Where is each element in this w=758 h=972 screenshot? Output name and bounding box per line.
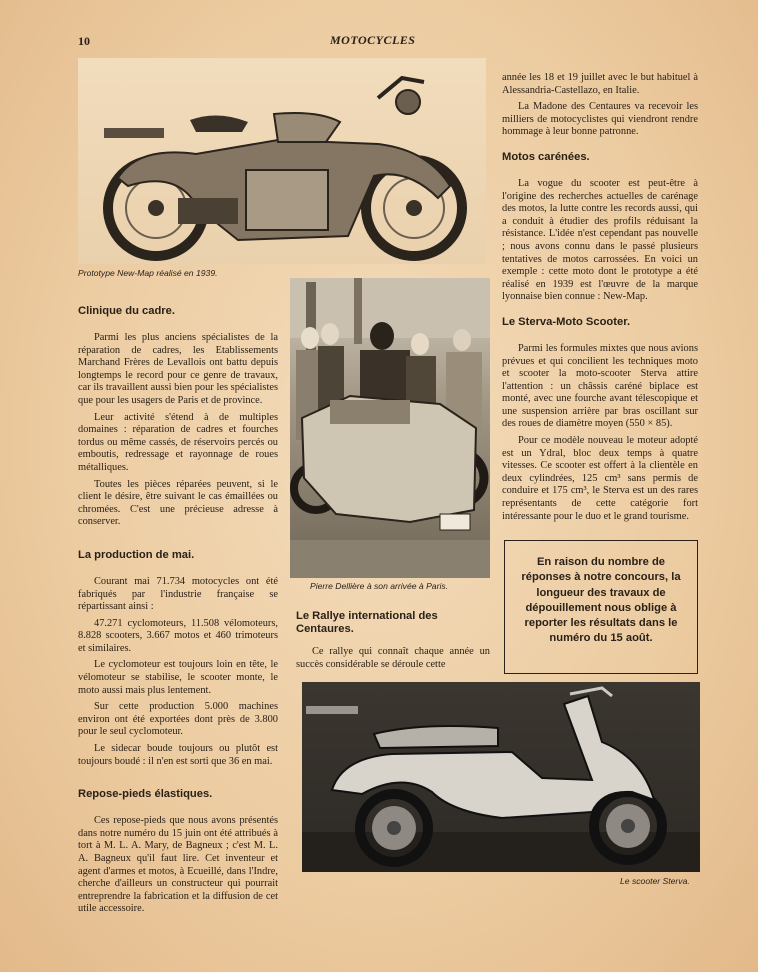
- page-number: 10: [78, 34, 90, 48]
- middle-column: [296, 610, 490, 675]
- clinique-heading: Clinique du cadre.: [78, 305, 175, 317]
- rallye-continued-paragraph: La Madone des Centaures va recevoir les milliers de motocyclistes qui viendront rendre hommage à leur bonne patronne.: [502, 101, 698, 138]
- sterva-caption: Le scooter Sterva.: [620, 876, 690, 886]
- right-column: [502, 72, 698, 527]
- production-paragraph: Le cyclomoteur est toujours loin en tête, le vélomoteur se stabilise, le scooter monte, le moto aussi mais plus lentement.: [78, 659, 278, 696]
- repose-heading: Repose-pieds élastiques.: [78, 788, 213, 801]
- contest-notice-box: En raison du nombre de réponses à notre concours, la longueur des travaux de dépouillement nous oblige à reporter les résultats dans le numéro du 15 août.: [504, 540, 698, 674]
- rallye-paragraph: Ce rallye qui connaît chaque année un succès considérable se déroule cette: [296, 646, 490, 670]
- running-header: MOTOCYCLES: [330, 33, 416, 47]
- sterva-heading: Le Sterva-Moto Scooter.: [502, 315, 631, 328]
- clinique-paragraph: Toutes les pièces réparées peuvent, si le client le désire, être suivant le cas émaillées ou chromées. C'est une précieuse adresse à conserver.: [78, 478, 278, 528]
- newmap-caption: Prototype New-Map réalisé en 1939.: [78, 268, 218, 278]
- rallye-heading: Le Rallye international des Centaures.: [296, 610, 438, 635]
- production-paragraph: Le sidecar boude toujours ou plutôt est toujours boudé : il n'en est sorti que 36 en mai.: [78, 743, 278, 767]
- delliere-caption: Pierre Dellière à son arrivée à Paris.: [310, 581, 449, 591]
- delliere-photo: [290, 278, 490, 578]
- production-paragraph: Sur cette production 5.000 machines environ ont été exportées dont près de 3.800 pour le seul cyclomoteur.: [78, 701, 278, 738]
- repose-paragraph: Ces repose-pieds que nous avons présentés dans notre numéro du 15 juin ont été attribués à tort à M. L. A. Mary, de Bagneux ; c'est M. L. A. Bagneux qu'il faut lire. Cet inventeur et agent d'armes et motos, à Ecueillé, dans l'Indre, cherche d'ailleurs un constructeur qui pourrait entreprendre la fabrication et la diffusion de cet utile accessoire.: [78, 815, 278, 915]
- sterva-photo: [302, 682, 700, 872]
- sterva-paragraph: Pour ce modèle nouveau le moteur adopté est un Ydral, bloc deux temps à quatre vitesses. Ce scooter est offert à la clientèle en deux cylindrées, 125 cm³ sans permis de conduire et 175 cm³, le Sterva est un des rares représentants de cette catégorie fort intéressante pour le duo et le grand tourisme.: [502, 435, 698, 522]
- left-column: [78, 305, 278, 920]
- clinique-paragraph: Leur activité s'étend à de multiples domaines : réparation de cadres et fourches tordus ou même cassés, de réservoirs percés ou emboutis, redressage et rayonnage de roues métalliques.: [78, 411, 278, 473]
- production-paragraph: 47.271 cyclomoteurs, 11.508 vélomoteurs, 8.828 scooters, 3.667 motos et 460 trimoteurs et similaires.: [78, 617, 278, 654]
- production-heading: La production de mai.: [78, 548, 195, 561]
- carenes-heading: Motos carénées.: [502, 150, 590, 163]
- clinique-paragraph: Parmi les plus anciens spécialistes de la réparation de cadres, les Etablissements Marchand Frères de Levallois ont battu depuis longtemps le record pour ce genre de travaux, car ils travaillent aussi bien pour les spécialistes que pour les usagers de Paris et de province.: [78, 332, 278, 406]
- newmap-photo: [78, 58, 486, 264]
- sterva-paragraph: Parmi les formules mixtes que nous avions prévues et qui concilient les techniques moto et scooter la moto-scooter Sterva attire l'attention : un châssis caréné biplace est monté, avec une fourche avant télescopique et une suspension arrière par bras oscillant sur des roues de diamètre moyen (550 × 85).: [502, 342, 698, 430]
- carenes-paragraph: La vogue du scooter est peut-être à l'origine des recherches actuelles de carénage des motos, la lutte contre les records aussi, qui a conduit à étudier des profils réduisant la résistance. L'idée n'est cependant pas nouvelle ; nous avons connu dans le passé plusieurs tentatives de motos carrossées. En voici un exemple : cette moto dont le prototype a été réalisé en 1939 est l'œuvre de la marque lyonnaise bien connue : New-Map.: [502, 177, 698, 303]
- rallye-continued-paragraph: année les 18 et 19 juillet avec le but habituel à Alessandria-Castellazo, en Italie.: [502, 72, 698, 96]
- production-paragraph: Courant mai 71.734 motocycles ont été fabriqués par l'industrie française se répartissant ainsi :: [78, 575, 278, 613]
